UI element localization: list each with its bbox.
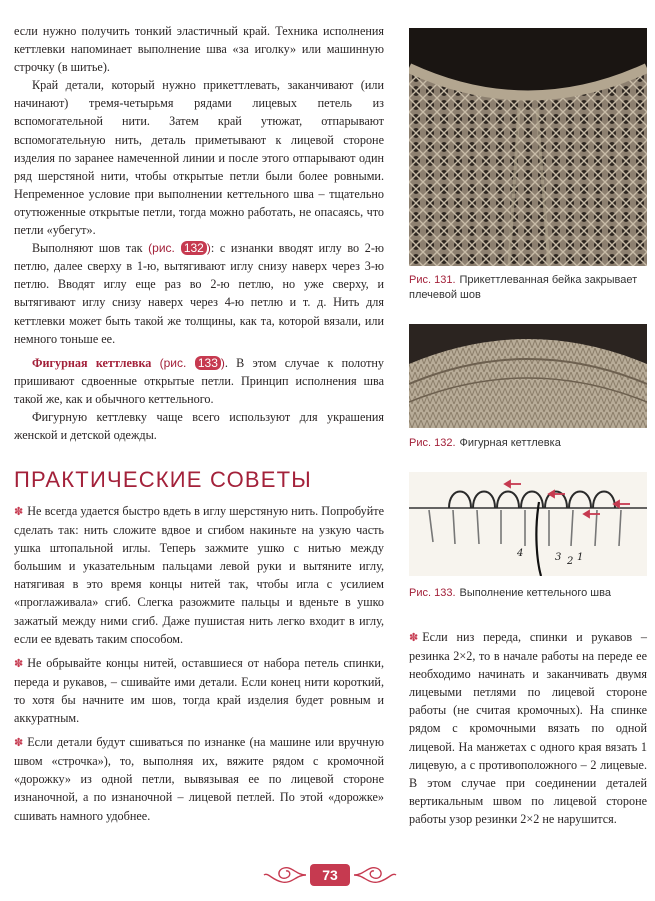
page-ornament-right-icon [352,862,398,888]
right-tip [409,628,647,828]
tips-list [14,502,384,825]
asterisk-icon: ✽ [409,631,419,644]
asterisk-icon: ✽ [14,736,24,750]
diagram-number-3: 3 [555,552,562,563]
fig-ref-133: (рис. 133 ) [159,355,225,370]
intro-paragraph-4 [14,354,384,408]
asterisk-icon: ✽ [14,656,24,670]
knit-lace-photo [409,28,647,266]
p3-text-after: : с изнанки вводят иглу во 2-ю петлю, далее сверху в 1-ю, вытягивают иглу снизу наверх через 3-ю петлю. Вводят иглу еще раз во 2-ю петлю, но уже сверху, и вытягивают иглу снизу наверх через 4-ю петлю и т. д. Нить для кеттлевки может быть такой же толщины, как та, которой вязали, или немного тоньше ее. [14,241,385,346]
figure-133-diagram [409,472,647,576]
figure-132-caption: Рис. 132. Фигурная кеттлевка [409,437,561,449]
figure-131-caption: Рис. 131. Прикеттлеванная бейка закрывает плечевой шов [409,274,638,301]
figure-131-photo [409,28,647,266]
tip-1: ✽ Не всегда удается быстро вдеть в иглу шерстяную нить. Попробуйте сделать так: нить сложите вдвое и сгибом накиньте на узкую часть ушка штопальной иглы. Теперь зажмите ушко с нитью между большим и указательным пальцами левой руки и вытяните иглу, натягивая в это время концы нитей так, чтобы игла с усилием «проглаживала» сгиб. Слегка разожмите пальцы и вденьте в ушко зажатый между ними сгиб. Даже пушистая нить легко входит в иглу, если ее вдевать таким способом. [14,504,384,646]
figure-133-caption: Рис. 133. Выполнение кеттельного шва [409,587,611,599]
figure-132-photo [409,324,647,428]
stitch-diagram [409,472,647,576]
intro-paragraph-1: если нужно получить тонкий эластичный край. Техника исполнения кеттлевки напоминает выполнение шва «за иголку» или машинную строчку (в шитье). [14,24,384,75]
intro-paragraph-5: Фигурную кеттлевку чаще всего используют для украшения женской и детской одежды. [14,409,384,443]
p4-text-after: . В этом случае к полотну пришивают сдвоенные открытые петли. Принцип исполнения шва такой же, как и обычного кеттельного. [14,355,385,406]
page-number: 73 [310,864,350,886]
tip-4: ✽ Если низ переда, спинки и рукавов – резинка 2×2, то в начале работы на переде ее необходимо начинать и заканчивать двумя лицевыми петлями по лицевой стороне работы (не считая кромочных). На спинке рядом с кромочными вязать по одной лицевой. На манжетах с одного края вязать 1 лицевую, а с противоположного – 2 лицевые. В этом случае при соединении деталей вертикальным швом по лицевой стороне работы узор резинки 2×2 не нарушится. [409,630,647,826]
tip-2: ✽ Не обрывайте концы нитей, оставшиеся от набора петель спинки, переда и рукавов, – сшивайте ими детали. Если конец нити короткий, то хотя бы начните им шов, тогда край изделия будет ровным и аккуратным. [14,655,384,726]
figured-kettle-photo [409,324,647,428]
page-ornament-left-icon [262,862,308,888]
diagram-number-4: 4 [517,548,524,559]
asterisk-icon: ✽ [14,505,24,518]
intro-paragraph-3 [14,239,384,348]
diagram-number-2: 2 [567,556,574,567]
figured-kettlevka-term: Фигурная кеттлевка [32,355,152,370]
intro-column [14,22,384,444]
section-title: ПРАКТИЧЕСКИЕ СОВЕТЫ [14,467,312,492]
diagram-number-1: 1 [577,552,584,563]
intro-paragraph-2: Край детали, который нужно прикеттлевать, заканчивают (или начинают) тремя-четырьмя рядами лицевых петель из вспомогательной нити. Затем край утюжат, отпарывают вспомогательную нить, деталь приметывают к лицевой стороне изделия по заранее намеченной линии и после этого отпарывают один ряд шерстяной нити, чтобы открытые петли были более ровными. Непременное условие при выполнении кеттельного шва – тщательно отутюженные открытые петли, тогда можно работать, не опасаясь, что петли «убегут». [14,78,384,238]
p3-text-before: Выполняют шов так [32,241,143,256]
tip-3: ✽ Если детали будут сшиваться по изнанке (на машине или вручную швом «строчка»), то, выполняя их, вяжите рядом с кромочной «дорожку» из одной петли, вывязывая ее по лицевой стороне изнаночной, а по изнаночной – лицевой петлей. По этой «дорожке» сшивать намного удобнее. [14,735,384,823]
fig-ref-132: (рис. 132 ) [148,241,211,256]
